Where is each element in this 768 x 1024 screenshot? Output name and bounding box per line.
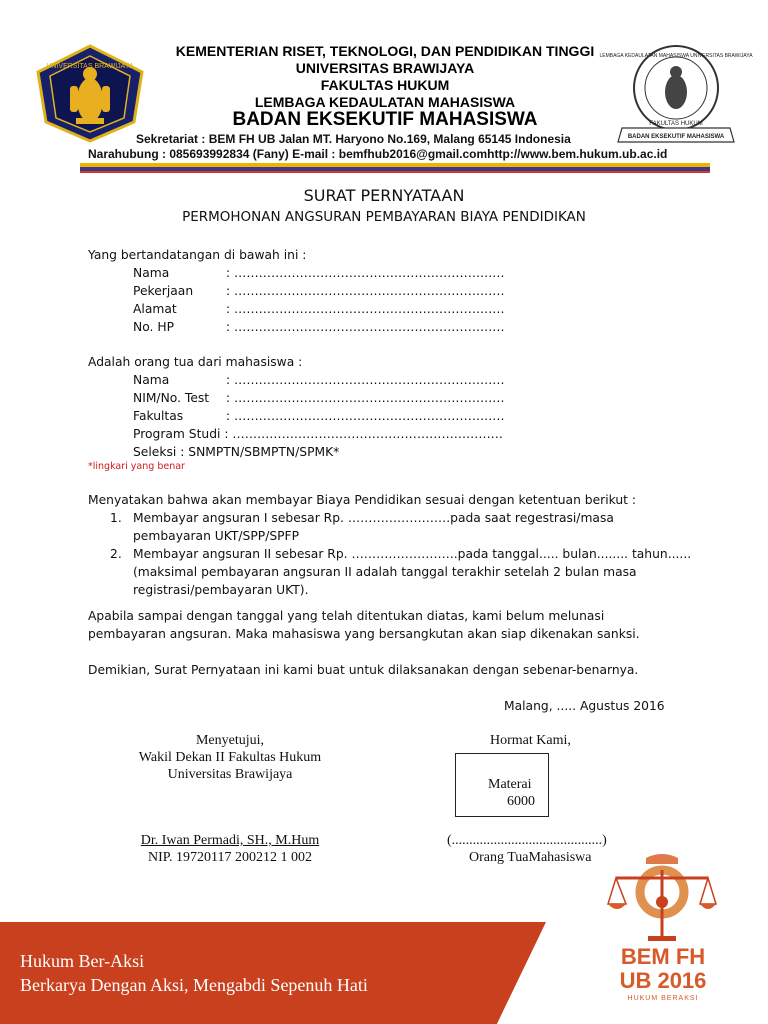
ministry-line: KEMENTERIAN RISET, TEKNOLOGI, DAN PENDIDIKAN TINGGI bbox=[175, 43, 595, 59]
bem-logo-tagline: HUKUM BERAKSI bbox=[627, 995, 699, 1002]
field-dots: : ………………………………………………………… bbox=[226, 373, 505, 387]
field-dots: : ………………………………………………………… bbox=[226, 391, 505, 405]
item-number: 1. bbox=[110, 511, 122, 525]
materai-value: 6000 bbox=[507, 794, 535, 809]
item-number: 2. bbox=[110, 547, 122, 561]
document-subtitle: PERMOHONAN ANGSURAN PEMBAYARAN BIAYA PENDIDIKAN bbox=[182, 209, 586, 225]
approval-label: Menyetujui, bbox=[195, 733, 265, 748]
bem-logo-line-2: UB 2016 bbox=[619, 968, 707, 993]
approver-nip: NIP. 19720117 200212 1 002 bbox=[148, 850, 312, 865]
field-label-nama-mhs: Nama bbox=[133, 373, 170, 387]
header-stripe-red bbox=[80, 171, 710, 173]
logo-right-ribbon: BADAN EKSEKUTIF MAHASISWA bbox=[627, 134, 725, 140]
item-1-line-1: Membayar angsuran I sebesar Rp. …………………….pada saat regestrasi/masa bbox=[133, 511, 614, 525]
faculty-line: FAKULTAS HUKUM bbox=[320, 77, 450, 93]
bem-fakultas-hukum-logo bbox=[599, 42, 753, 146]
document-title: SURAT PERNYATAAN bbox=[303, 186, 465, 205]
regards-label: Hormat Kami, bbox=[490, 733, 571, 748]
approver-name: Dr. Iwan Permadi, SH., M.Hum bbox=[140, 833, 320, 848]
footer-slogan-1: Hukum Ber-Aksi bbox=[20, 951, 145, 971]
parent-role: Orang TuaMahasiswa bbox=[469, 850, 592, 865]
field-label-nohp: No. HP bbox=[133, 320, 174, 334]
bem-logo-line-1: BEM FH bbox=[620, 944, 706, 969]
item-2-line-1: Membayar angsuran II sebesar Rp. ……………………..pada tanggal..... bulan........ tahun...... bbox=[133, 547, 692, 561]
approver-university: Universitas Brawijaya bbox=[167, 767, 293, 782]
organization-name: BADAN EKSEKUTIF MAHASISWA bbox=[232, 109, 538, 130]
paragraph-sanction-1: Apabila sampai dengan tanggal yang telah ditentukan diatas, kami belum melunasi bbox=[88, 609, 605, 623]
contact-line: Narahubung : 085693992834 (Fany) E-mail : bemfhub2016@gmail.comhttp://www.bem.hukum.ub.ac.id bbox=[88, 147, 668, 161]
field-label-alamat: Alamat bbox=[133, 302, 177, 316]
field-dots: : ………………………………………………………… bbox=[226, 320, 505, 334]
field-label-pekerjaan: Pekerjaan bbox=[133, 284, 194, 298]
secretariat-address: Sekretariat : BEM FH UB Jalan MT. Haryono No.169, Malang 65145 Indonesia bbox=[136, 132, 571, 146]
institution-line: LEMBAGA KEDAULATAN MAHASISWA bbox=[254, 94, 516, 110]
field-program-studi: Program Studi : ………………………………………………………… bbox=[133, 427, 503, 441]
item-2-line-2: (maksimal pembayaran angsuran II adalah tanggal terakhir setelah 2 bulan masa bbox=[133, 565, 637, 579]
field-dots: : ………………………………………………………… bbox=[226, 302, 505, 316]
scales-of-justice-icon bbox=[606, 850, 718, 945]
closing-paragraph: Demikian, Surat Pernyataan ini kami buat untuk dilaksanakan dengan sebenar-benarnya. bbox=[88, 663, 639, 677]
place-date: Malang, ..... Agustus 2016 bbox=[504, 699, 665, 713]
field-dots: : ………………………………………………………… bbox=[226, 409, 505, 423]
logo-right-mid: FAKULTAS HUKUM bbox=[649, 121, 703, 127]
logo-right-top: LEMBAGA KEDAULATAN MAHASISWA UNIVERSITAS BRAWIJAYA bbox=[599, 53, 753, 59]
paragraph-sanction-2: pembayaran angsuran. Maka mahasiswa yang bersangkutan akan siap dikenakan sanksi. bbox=[88, 627, 640, 641]
field-label-nim: NIM/No. Test bbox=[133, 391, 210, 405]
footer-slogan-2: Berkarya Dengan Aksi, Mengabdi Sepenuh Hati bbox=[20, 975, 368, 995]
field-dots: : ………………………………………………………… bbox=[226, 284, 505, 298]
intro-text: Yang bertandatangan di bawah ini : bbox=[88, 248, 307, 262]
approver-title: Wakil Dekan II Fakultas Hukum bbox=[138, 750, 322, 765]
parent-intro-text: Adalah orang tua dari mahasiswa : bbox=[88, 355, 303, 369]
field-seleksi: Seleksi : SNMPTN/SBMPTN/SPMK* bbox=[133, 445, 340, 459]
universitas-brawijaya-logo bbox=[30, 42, 150, 144]
materai-label: Materai bbox=[488, 777, 532, 792]
field-label-fakultas: Fakultas bbox=[133, 409, 184, 423]
university-line: UNIVERSITAS BRAWIJAYA bbox=[295, 60, 475, 76]
field-dots: : ………………………………………………………… bbox=[226, 266, 505, 280]
parent-signature-blank: (...........................................) bbox=[447, 833, 607, 848]
footer-banner bbox=[0, 922, 546, 1024]
item-2-line-3: registrasi/pembayaran UKT). bbox=[133, 583, 309, 597]
field-label-nama: Nama bbox=[133, 266, 170, 280]
logo-left-text: UNIVERSITAS BRAWIJAYA bbox=[46, 63, 134, 70]
item-1-line-2: pembayaran UKT/SPP/SPFP bbox=[133, 529, 300, 543]
statement-text: Menyatakan bahwa akan membayar Biaya Pendidikan sesuai dengan ketentuan berikut : bbox=[88, 493, 637, 507]
note-circle-correct: *lingkari yang benar bbox=[88, 461, 185, 472]
